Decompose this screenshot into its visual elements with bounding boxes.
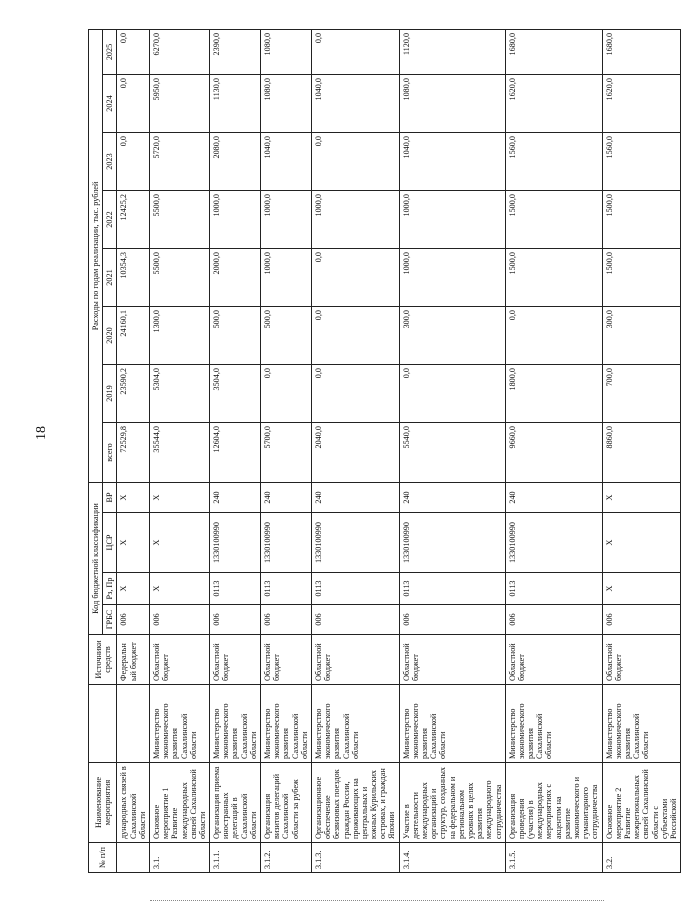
row-executor: Министерство экономического развития Сахалинской области bbox=[399, 685, 505, 763]
row-value-2024: 1040,0 bbox=[311, 75, 399, 133]
row-value-2023: 1040,0 bbox=[399, 133, 505, 191]
row-csr: Х bbox=[117, 513, 150, 573]
row-num: 3.1.2. bbox=[261, 843, 312, 873]
table-row bbox=[261, 29, 312, 872]
row-value-2022: 1000,0 bbox=[399, 191, 505, 249]
table-body bbox=[117, 29, 681, 872]
row-grbs: 006 bbox=[149, 605, 209, 635]
row-executor: Министерство экономического развития Сахалинской области bbox=[602, 685, 681, 763]
row-executor: Министерство экономического развития Сахалинской области bbox=[149, 685, 209, 763]
row-value-2020: 300,0 bbox=[399, 307, 505, 365]
row-value-2023: 0,0 bbox=[117, 133, 150, 191]
table-row bbox=[505, 29, 602, 872]
row-value-2019: 3504,0 bbox=[210, 365, 261, 423]
row-source: Областной бюджет bbox=[149, 635, 209, 685]
row-value-2024: 1620,0 bbox=[505, 75, 602, 133]
row-num: 3.2. bbox=[602, 843, 681, 873]
row-rz-pr: Х bbox=[117, 573, 150, 605]
row-csr: Х bbox=[602, 513, 681, 573]
row-value-2020: 300,0 bbox=[602, 307, 681, 365]
table-row bbox=[311, 29, 399, 872]
row-value-2025: 2390,0 bbox=[210, 29, 261, 74]
row-rz-pr: 0113 bbox=[261, 573, 312, 605]
table-row bbox=[149, 29, 209, 872]
row-value-2022: 12425,2 bbox=[117, 191, 150, 249]
row-num: 3.1.4. bbox=[399, 843, 505, 873]
row-value-2019: 700,0 bbox=[602, 365, 681, 423]
row-value-2024: 1130,0 bbox=[210, 75, 261, 133]
row-value-2021: 1500,0 bbox=[602, 249, 681, 307]
row-grbs: 006 bbox=[117, 605, 150, 635]
header-year-4: 2022 bbox=[103, 191, 117, 249]
table-row bbox=[117, 29, 150, 872]
row-rz-pr: 0113 bbox=[399, 573, 505, 605]
row-csr: 1330100990 bbox=[399, 513, 505, 573]
row-csr: 1330100990 bbox=[505, 513, 602, 573]
row-grbs: 006 bbox=[210, 605, 261, 635]
row-source: Областной бюджет bbox=[210, 635, 261, 685]
row-rz-pr: Х bbox=[602, 573, 681, 605]
row-csr: Х bbox=[149, 513, 209, 573]
rotated-table-container bbox=[88, 30, 678, 873]
row-value-2019: 0,0 bbox=[399, 365, 505, 423]
row-vr: Х bbox=[602, 483, 681, 513]
row-csr: 1330100990 bbox=[210, 513, 261, 573]
header-year-0: всего bbox=[103, 423, 117, 483]
header-year-5: 2023 bbox=[103, 133, 117, 191]
header-kbk-1: Рз, Пр bbox=[103, 573, 117, 605]
row-value-2022: 1000,0 bbox=[311, 191, 399, 249]
header-exec bbox=[89, 685, 117, 763]
row-value-2020: 24160,1 bbox=[117, 307, 150, 365]
table-row bbox=[210, 29, 261, 872]
row-vr: Х bbox=[117, 483, 150, 513]
row-value-2024: 0,0 bbox=[117, 75, 150, 133]
row-vr: 240 bbox=[311, 483, 399, 513]
row-value-2023: 1560,0 bbox=[602, 133, 681, 191]
row-value-2020: 0,0 bbox=[311, 307, 399, 365]
row-vr: 240 bbox=[210, 483, 261, 513]
row-value-2024: 1080,0 bbox=[261, 75, 312, 133]
row-csr: 1330100990 bbox=[311, 513, 399, 573]
row-value-2025: 0,0 bbox=[117, 29, 150, 74]
row-vr: 240 bbox=[399, 483, 505, 513]
table-row bbox=[602, 29, 681, 872]
row-source: Областной бюджет bbox=[311, 635, 399, 685]
row-name: дународных связей в Сахалинской области bbox=[117, 763, 150, 843]
row-value-2024: 1080,0 bbox=[399, 75, 505, 133]
header-name: Наименование мероприятия bbox=[89, 763, 117, 843]
row-value-2021: 5500,0 bbox=[149, 249, 209, 307]
row-grbs: 006 bbox=[602, 605, 681, 635]
row-num: 3.1.1. bbox=[210, 843, 261, 873]
row-grbs: 006 bbox=[261, 605, 312, 635]
row-num: 3.1.5. bbox=[505, 843, 602, 873]
row-value-2022: 1500,0 bbox=[602, 191, 681, 249]
row-value-2021: 0,0 bbox=[311, 249, 399, 307]
row-name: Участие в деятельности международных организаций и структур, созданных на федеральном и региональном уровнях в целях развития международного сотрудничества bbox=[399, 763, 505, 843]
row-value-2021: 1000,0 bbox=[399, 249, 505, 307]
row-value-2023: 1040,0 bbox=[261, 133, 312, 191]
row-value-2021: 1000,0 bbox=[261, 249, 312, 307]
row-value-всего: 72529,8 bbox=[117, 423, 150, 483]
row-name: Организация приема иностранных делегаций в Сахалинской области bbox=[210, 763, 261, 843]
row-value-2022: 1000,0 bbox=[261, 191, 312, 249]
row-value-2024: 1620,0 bbox=[602, 75, 681, 133]
row-value-2022: 1000,0 bbox=[210, 191, 261, 249]
row-value-2019: 1800,0 bbox=[505, 365, 602, 423]
row-value-2019: 5304,0 bbox=[149, 365, 209, 423]
row-value-2024: 5950,0 bbox=[149, 75, 209, 133]
row-value-2020: 500,0 bbox=[210, 307, 261, 365]
row-value-2021: 2000,0 bbox=[210, 249, 261, 307]
row-value-2021: 10354,3 bbox=[117, 249, 150, 307]
header-year-3: 2021 bbox=[103, 249, 117, 307]
row-value-2020: 1300,0 bbox=[149, 307, 209, 365]
row-vr: 240 bbox=[505, 483, 602, 513]
header-expenses: Расходы по годам реализации, тыс. рублей bbox=[89, 29, 103, 482]
row-source: Областной бюджет bbox=[602, 635, 681, 685]
row-value-2020: 0,0 bbox=[505, 307, 602, 365]
header-year-2: 2020 bbox=[103, 307, 117, 365]
row-value-2020: 500,0 bbox=[261, 307, 312, 365]
row-grbs: 006 bbox=[399, 605, 505, 635]
row-value-всего: 12604,0 bbox=[210, 423, 261, 483]
row-value-2019: 0,0 bbox=[311, 365, 399, 423]
row-value-2022: 1500,0 bbox=[505, 191, 602, 249]
row-value-2025: 0,0 bbox=[311, 29, 399, 74]
row-name: Основное мероприятие 2 Развитие межрегиональных связей Сахалинской области с субъектами Российской bbox=[602, 763, 681, 843]
row-value-2019: 0,0 bbox=[261, 365, 312, 423]
row-value-2025: 1120,0 bbox=[399, 29, 505, 74]
row-rz-pr: Х bbox=[149, 573, 209, 605]
row-value-2025: 1080,0 bbox=[261, 29, 312, 74]
row-source: Областной бюджет bbox=[505, 635, 602, 685]
row-value-всего: 35544,0 bbox=[149, 423, 209, 483]
row-value-2023: 1560,0 bbox=[505, 133, 602, 191]
row-num: 3.1. bbox=[149, 843, 209, 873]
row-name: Организационное обеспечение безвизовых поездок граждан России, проживающих на центральных и южных Курильских островах, и граждан Японии bbox=[311, 763, 399, 843]
row-vr: Х bbox=[149, 483, 209, 513]
row-value-2025: 1680,0 bbox=[505, 29, 602, 74]
row-value-всего: 8860,0 bbox=[602, 423, 681, 483]
row-source: Областной бюджет bbox=[399, 635, 505, 685]
row-value-2025: 1680,0 bbox=[602, 29, 681, 74]
page-number: 18 bbox=[34, 426, 49, 440]
header-year-6: 2024 bbox=[103, 75, 117, 133]
header-kbk-2: ЦСР bbox=[103, 513, 117, 573]
row-value-2021: 1500,0 bbox=[505, 249, 602, 307]
header-kbk-3: ВР bbox=[103, 483, 117, 513]
row-executor: Министерство экономического развития Сахалинской области bbox=[311, 685, 399, 763]
row-name: Организация проведения (участия) в международных мероприятиях с акцентом на развитие экономического и гуманитарного сотрудничества bbox=[505, 763, 602, 843]
row-value-всего: 5540,0 bbox=[399, 423, 505, 483]
row-rz-pr: 0113 bbox=[505, 573, 602, 605]
row-grbs: 006 bbox=[505, 605, 602, 635]
row-source: Областной бюджет bbox=[261, 635, 312, 685]
footer-dotted-rule bbox=[150, 900, 604, 905]
header-num: № п/п bbox=[89, 843, 117, 873]
row-csr: 1330100990 bbox=[261, 513, 312, 573]
header-year-1: 2019 bbox=[103, 365, 117, 423]
budget-table bbox=[88, 29, 681, 873]
row-name: Основное мероприятие 1 Развитие международных связей Сахалинской области bbox=[149, 763, 209, 843]
row-value-всего: 5700,0 bbox=[261, 423, 312, 483]
row-num: 3.1.3. bbox=[311, 843, 399, 873]
row-source: Федеральный бюджет bbox=[117, 635, 150, 685]
row-value-2019: 23590,2 bbox=[117, 365, 150, 423]
row-executor: Министерство экономического развития Сахалинской области bbox=[261, 685, 312, 763]
row-value-всего: 9660,0 bbox=[505, 423, 602, 483]
row-value-2023: 0,0 bbox=[311, 133, 399, 191]
row-vr: 240 bbox=[261, 483, 312, 513]
row-value-2025: 6270,0 bbox=[149, 29, 209, 74]
row-value-2023: 2080,0 bbox=[210, 133, 261, 191]
row-grbs: 006 bbox=[311, 605, 399, 635]
row-num bbox=[117, 843, 150, 873]
header-source: Источники средств bbox=[89, 635, 117, 685]
row-rz-pr: 0113 bbox=[210, 573, 261, 605]
row-executor bbox=[117, 685, 150, 763]
row-value-всего: 2040,0 bbox=[311, 423, 399, 483]
header-kbk-0: ГРБС bbox=[103, 605, 117, 635]
row-name: Организация визитов делегаций Сахалинской области за рубеж bbox=[261, 763, 312, 843]
row-executor: Министерство экономического развития Сахалинской области bbox=[505, 685, 602, 763]
row-executor: Министерство экономического развития Сахалинской области bbox=[210, 685, 261, 763]
row-value-2022: 5500,0 bbox=[149, 191, 209, 249]
header-year-7: 2025 bbox=[103, 29, 117, 74]
row-rz-pr: 0113 bbox=[311, 573, 399, 605]
row-value-2023: 5720,0 bbox=[149, 133, 209, 191]
header-kbk: Код бюджетной классификации bbox=[89, 483, 103, 635]
table-row bbox=[399, 29, 505, 872]
